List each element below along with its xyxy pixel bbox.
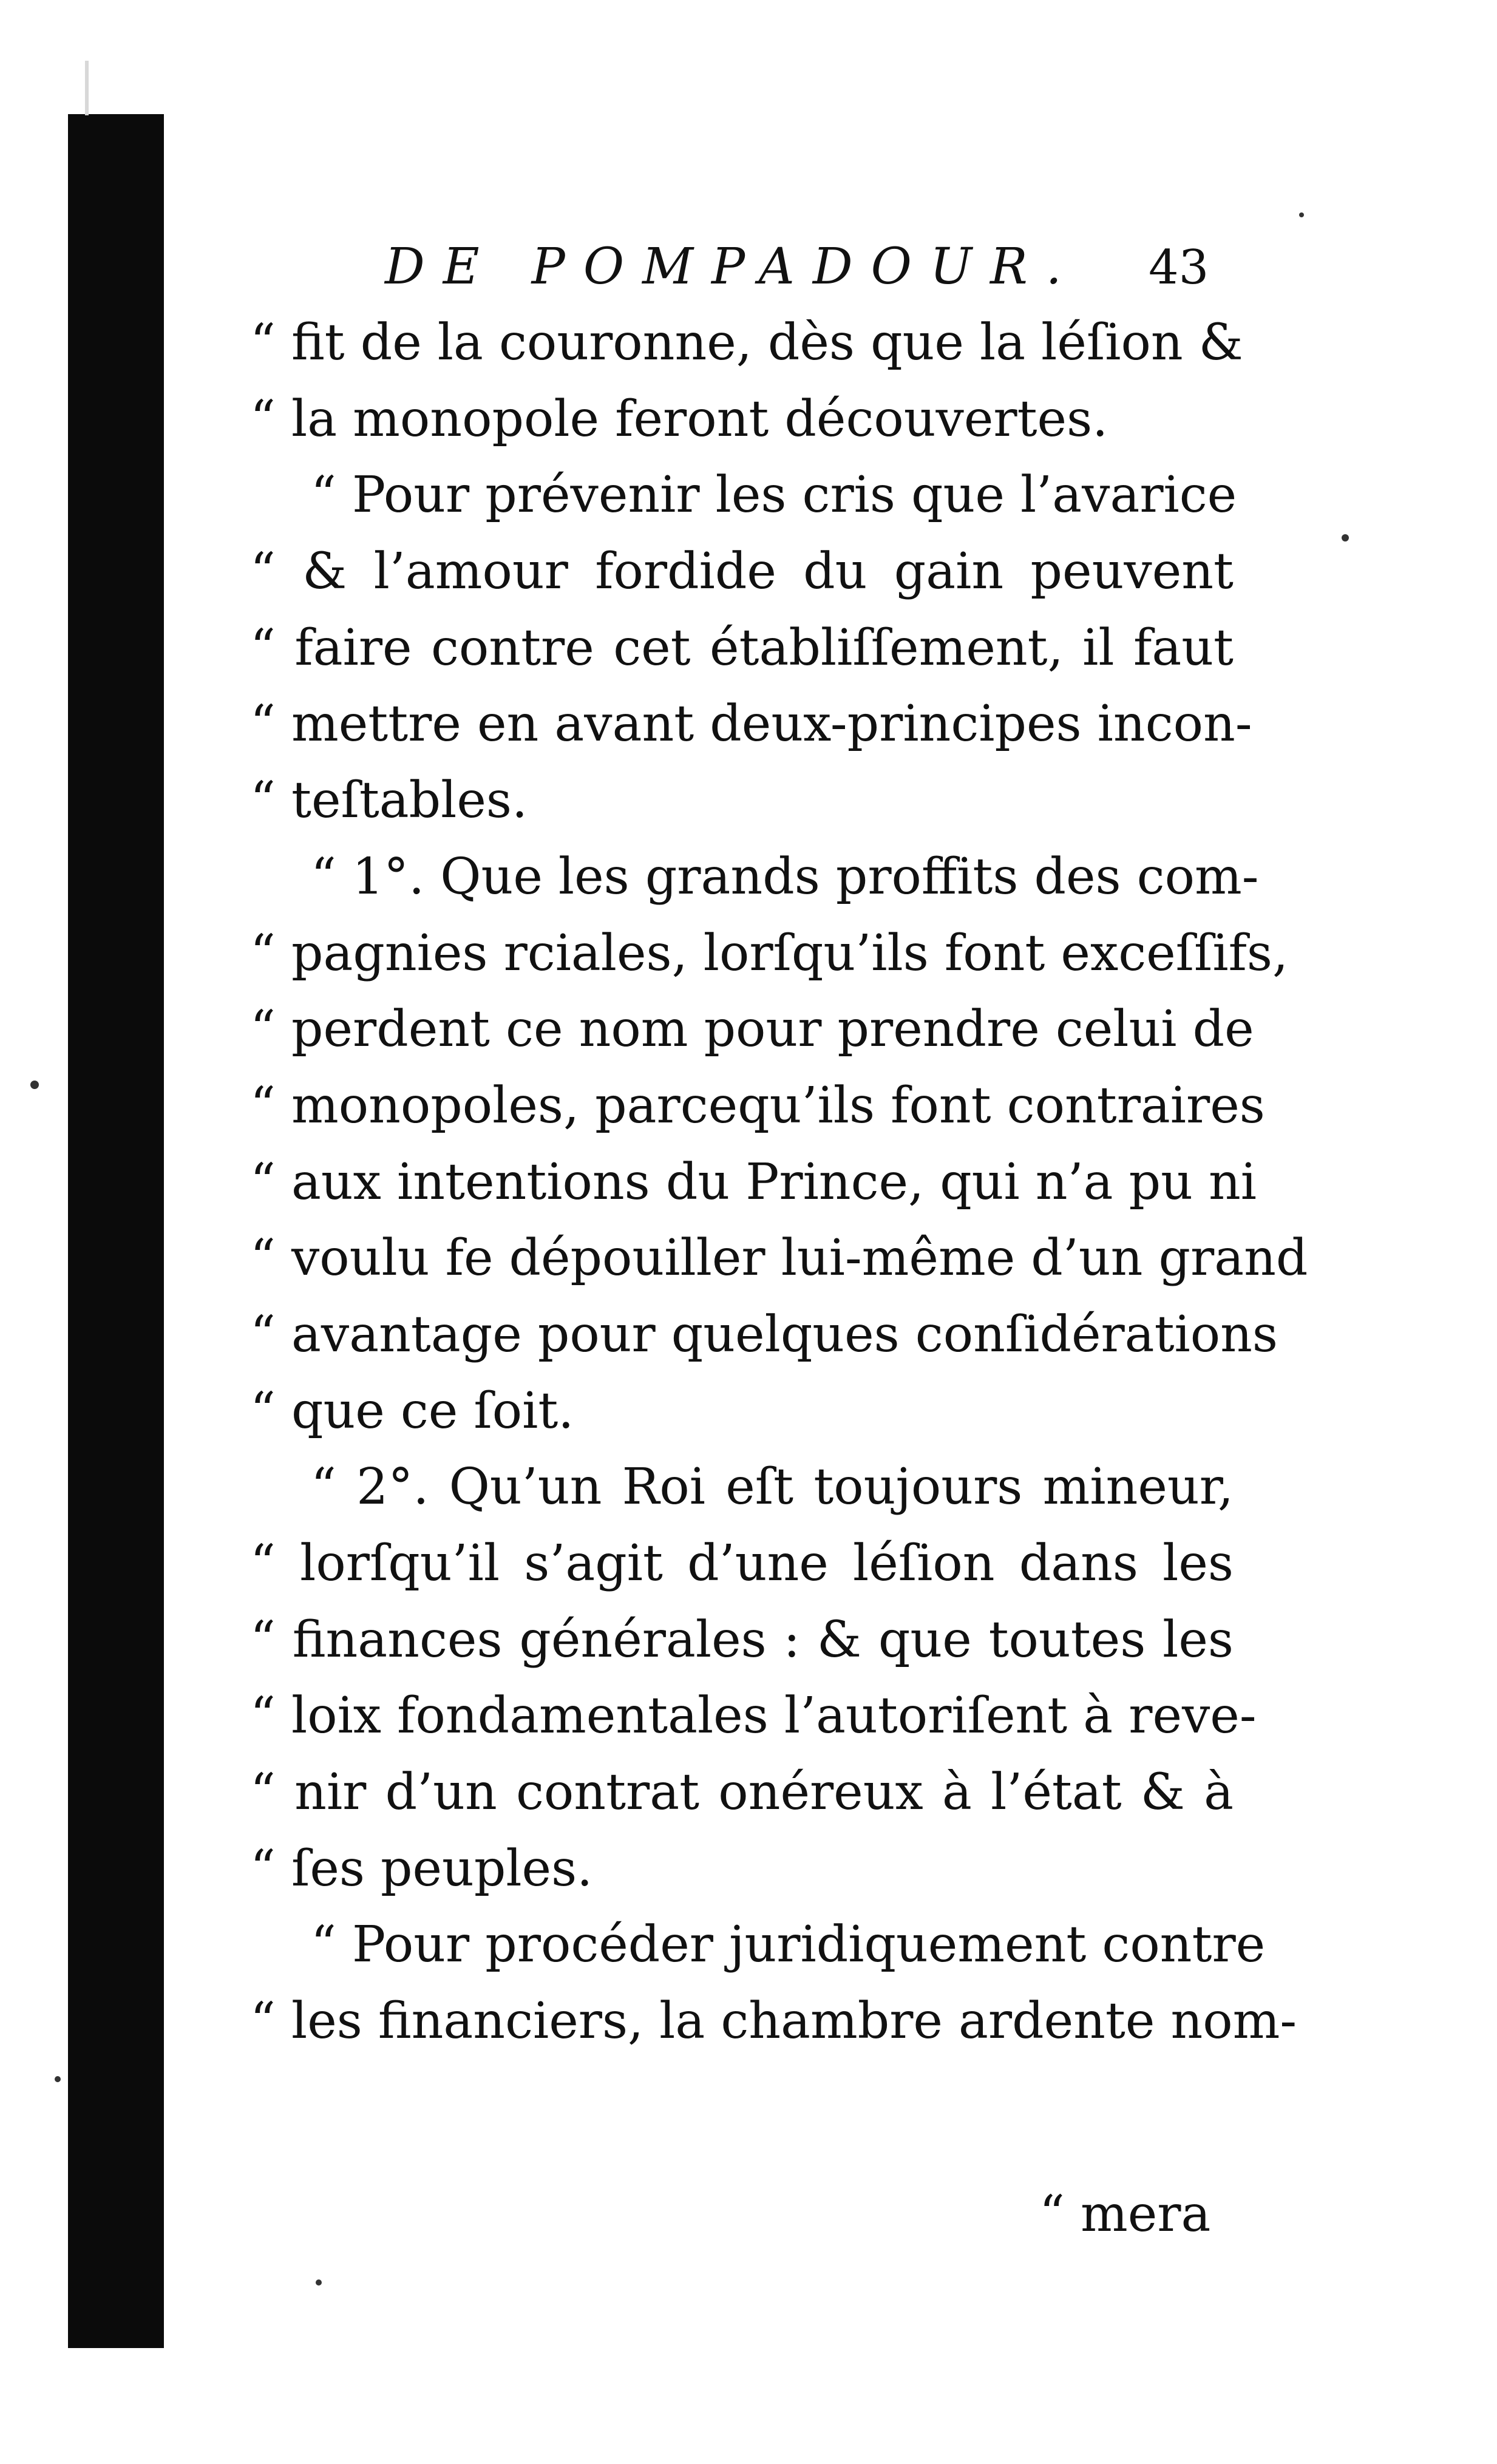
text-line: “ ſes peuples.: [250, 1839, 593, 1898]
text-line: “ mettre en avant deux-principes incon-: [250, 695, 1252, 753]
scan-speck: [55, 2076, 61, 2082]
scan-speck: [1342, 534, 1349, 541]
text-line: “ faire contre cet établiſſement, il faut: [250, 619, 1234, 677]
scan-speck: [316, 2279, 322, 2286]
text-line: “ finances générales : & que toutes les: [250, 1610, 1234, 1669]
text-line: “ fit de la couronne, dès que la léſion &: [250, 314, 1243, 372]
text-line: “ nir d’un contrat onéreux à l’état & à: [250, 1763, 1234, 1822]
text-line: “ pagnies rciales, lorſqu’ils font exceſſifs,: [250, 924, 1289, 982]
book-page: [250, 226, 1308, 2243]
text-line: “ Pour procéder juridiquement contre: [311, 1916, 1266, 1974]
running-head: [250, 226, 1234, 305]
body-text: [250, 305, 1308, 2060]
text-line: “ 2°. Qu’un Roi eſt toujours mineur,: [311, 1458, 1234, 1516]
text-line: “ que ce ſoit.: [250, 1382, 574, 1440]
text-line: “ la monopole feront découvertes.: [250, 390, 1108, 448]
text-line: “ loix fondamentales l’autoriſent à reve-: [250, 1687, 1257, 1745]
catchword: “ mera: [1039, 2185, 1211, 2243]
text-line: “ & l’amour fordide du gain peuvent: [250, 543, 1234, 601]
text-line: “ les financiers, la chambre ardente nom-: [250, 1992, 1297, 2051]
text-line: “ monopoles, parcequ’ils font contraires: [250, 1076, 1265, 1135]
text-line: “ 1°. Que les grands proffits des com-: [311, 847, 1259, 906]
page-number: 43: [1149, 240, 1209, 295]
binding-edge: [85, 61, 89, 115]
text-line: “ teſtables.: [250, 772, 528, 830]
text-line: “ Pour prévenir les cris que l’avarice: [311, 466, 1237, 524]
text-line: “ lorſqu’il s’agit d’une léſion dans les: [250, 1535, 1234, 1592]
scan-speck: [30, 1081, 39, 1089]
scan-speck: [1299, 212, 1304, 217]
text-line: “ aux intentions du Prince, qui n’a pu ni: [250, 1153, 1257, 1211]
binding-shadow: [68, 114, 164, 2348]
running-title: DE POMPADOUR.: [385, 238, 1080, 296]
text-line: “ voulu fe dépouiller lui-même d’un grand: [250, 1229, 1308, 1288]
text-line: “ perdent ce nom pour prendre celui de: [250, 1000, 1254, 1059]
text-line: “ avantage pour quelques conſidérations: [250, 1305, 1278, 1363]
